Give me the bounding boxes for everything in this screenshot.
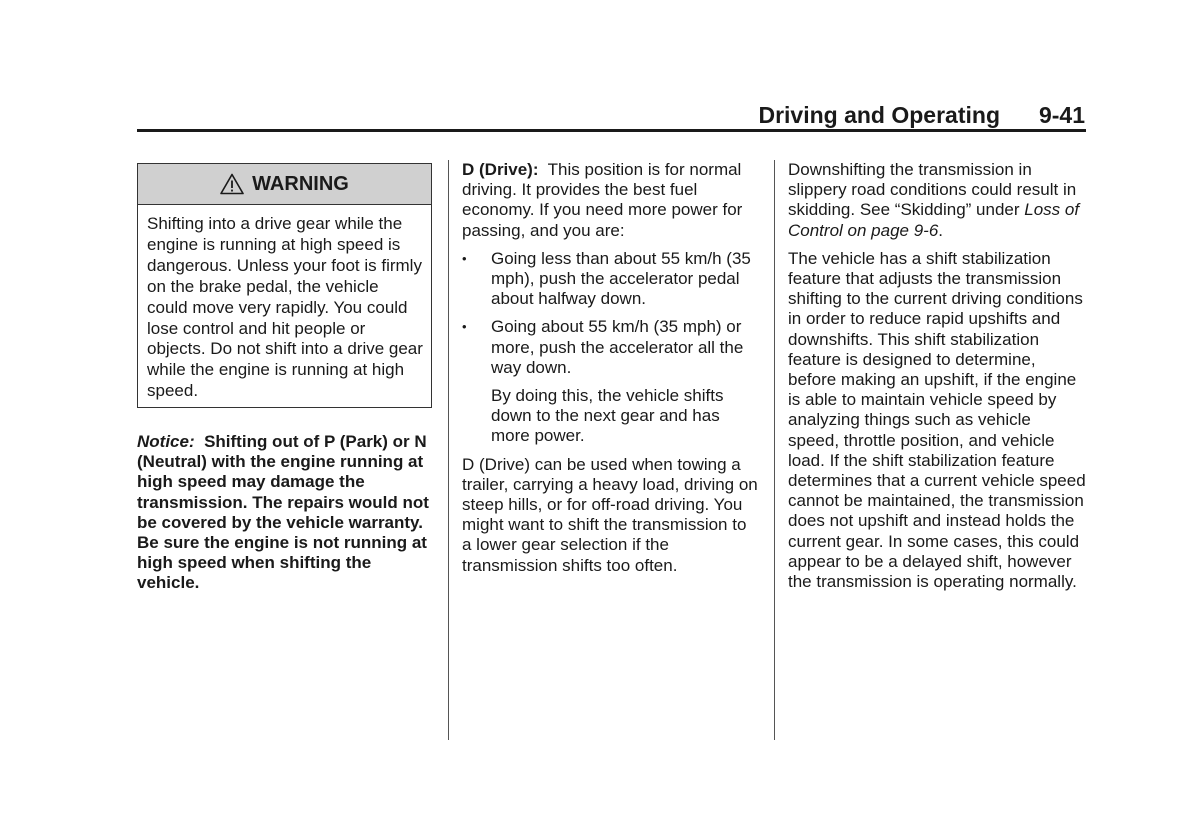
drive-intro-text: This position is for normal driving. It provides the best fuel economy. If you need more power for passing, and you are: bbox=[462, 160, 743, 240]
notice-paragraph bbox=[137, 432, 435, 594]
page-section-title: Driving and Operating bbox=[758, 102, 1000, 128]
towing-paragraph: D (Drive) can be used when towing a trailer, carrying a heavy load, driving on steep hills, or for off-road driving. You might want to shift the transmission to a lower gear selection if the transmission shifts too often. bbox=[462, 454, 758, 575]
warning-box bbox=[137, 163, 432, 408]
list-item bbox=[462, 249, 760, 310]
bullet-icon: • bbox=[462, 319, 467, 335]
column-divider-left bbox=[448, 160, 449, 740]
column-2 bbox=[462, 160, 760, 584]
list-item bbox=[462, 317, 760, 378]
list-item-text: Going about 55 km/h (35 mph) or more, push the accelerator all the way down. bbox=[491, 317, 744, 377]
warning-label: WARNING bbox=[252, 172, 349, 195]
bullet-icon: • bbox=[462, 250, 467, 266]
list-item-text: Going less than about 55 km/h (35 mph), push the accelerator pedal about halfway down. bbox=[491, 248, 751, 309]
warning-triangle-icon bbox=[220, 173, 244, 195]
notice-text: Shifting out of P (Park) or N (Neutral) with the engine running at high speed may damage the transmission. The repairs would not be covered by the vehicle warranty. Be sure the engine is not running at high speed when shifting the vehicle. bbox=[137, 432, 429, 593]
page-number: 9-41 bbox=[1038, 102, 1085, 128]
bullet-note: By doing this, the vehicle shifts down to the next gear and has more power. bbox=[491, 386, 724, 446]
stabilization-paragraph: The vehicle has a shift stabilization feature that adjusts the transmission shifting to the current driving conditions in order to reduce rapid upshifts and downshifts. This shift stabilization feature is designed to determine, before making an upshift, if the engine is able to maintain vehicle speed by analyzing things such as vehicle speed, throttle position, and vehicle load. If the shift stabilization feature determines that a current vehicle speed cannot be maintained, the transmission does not upshift and instead holds the current gear. In some cases, this could appear to be a delayed shift, however the transmission is operating normally. bbox=[788, 248, 1086, 592]
warning-header bbox=[138, 164, 431, 205]
drive-term: D (Drive): bbox=[462, 160, 539, 179]
header-rule bbox=[137, 129, 1086, 132]
warning-body: Shifting into a drive gear while the engine is running at high speed is dangerous. Unless your foot is firmly on the brake pedal, the vehicle could move very rapidly. You could lose control and hit people or objects. Do not shift into a drive gear while the engine is running at high speed. bbox=[147, 214, 423, 401]
column-3 bbox=[788, 160, 1086, 600]
loss-of-control-reference: Loss of Control on page 9-6 bbox=[788, 200, 1080, 240]
notice-label: Notice: bbox=[137, 432, 195, 451]
downshift-end: . bbox=[938, 220, 944, 240]
downshift-text: Downshifting the transmission in slippery road conditions could result in skidding. See “Skidding” under bbox=[788, 160, 1077, 220]
column-divider-right bbox=[774, 160, 775, 740]
downshift-paragraph bbox=[788, 160, 1086, 241]
drive-intro-paragraph bbox=[462, 160, 760, 241]
